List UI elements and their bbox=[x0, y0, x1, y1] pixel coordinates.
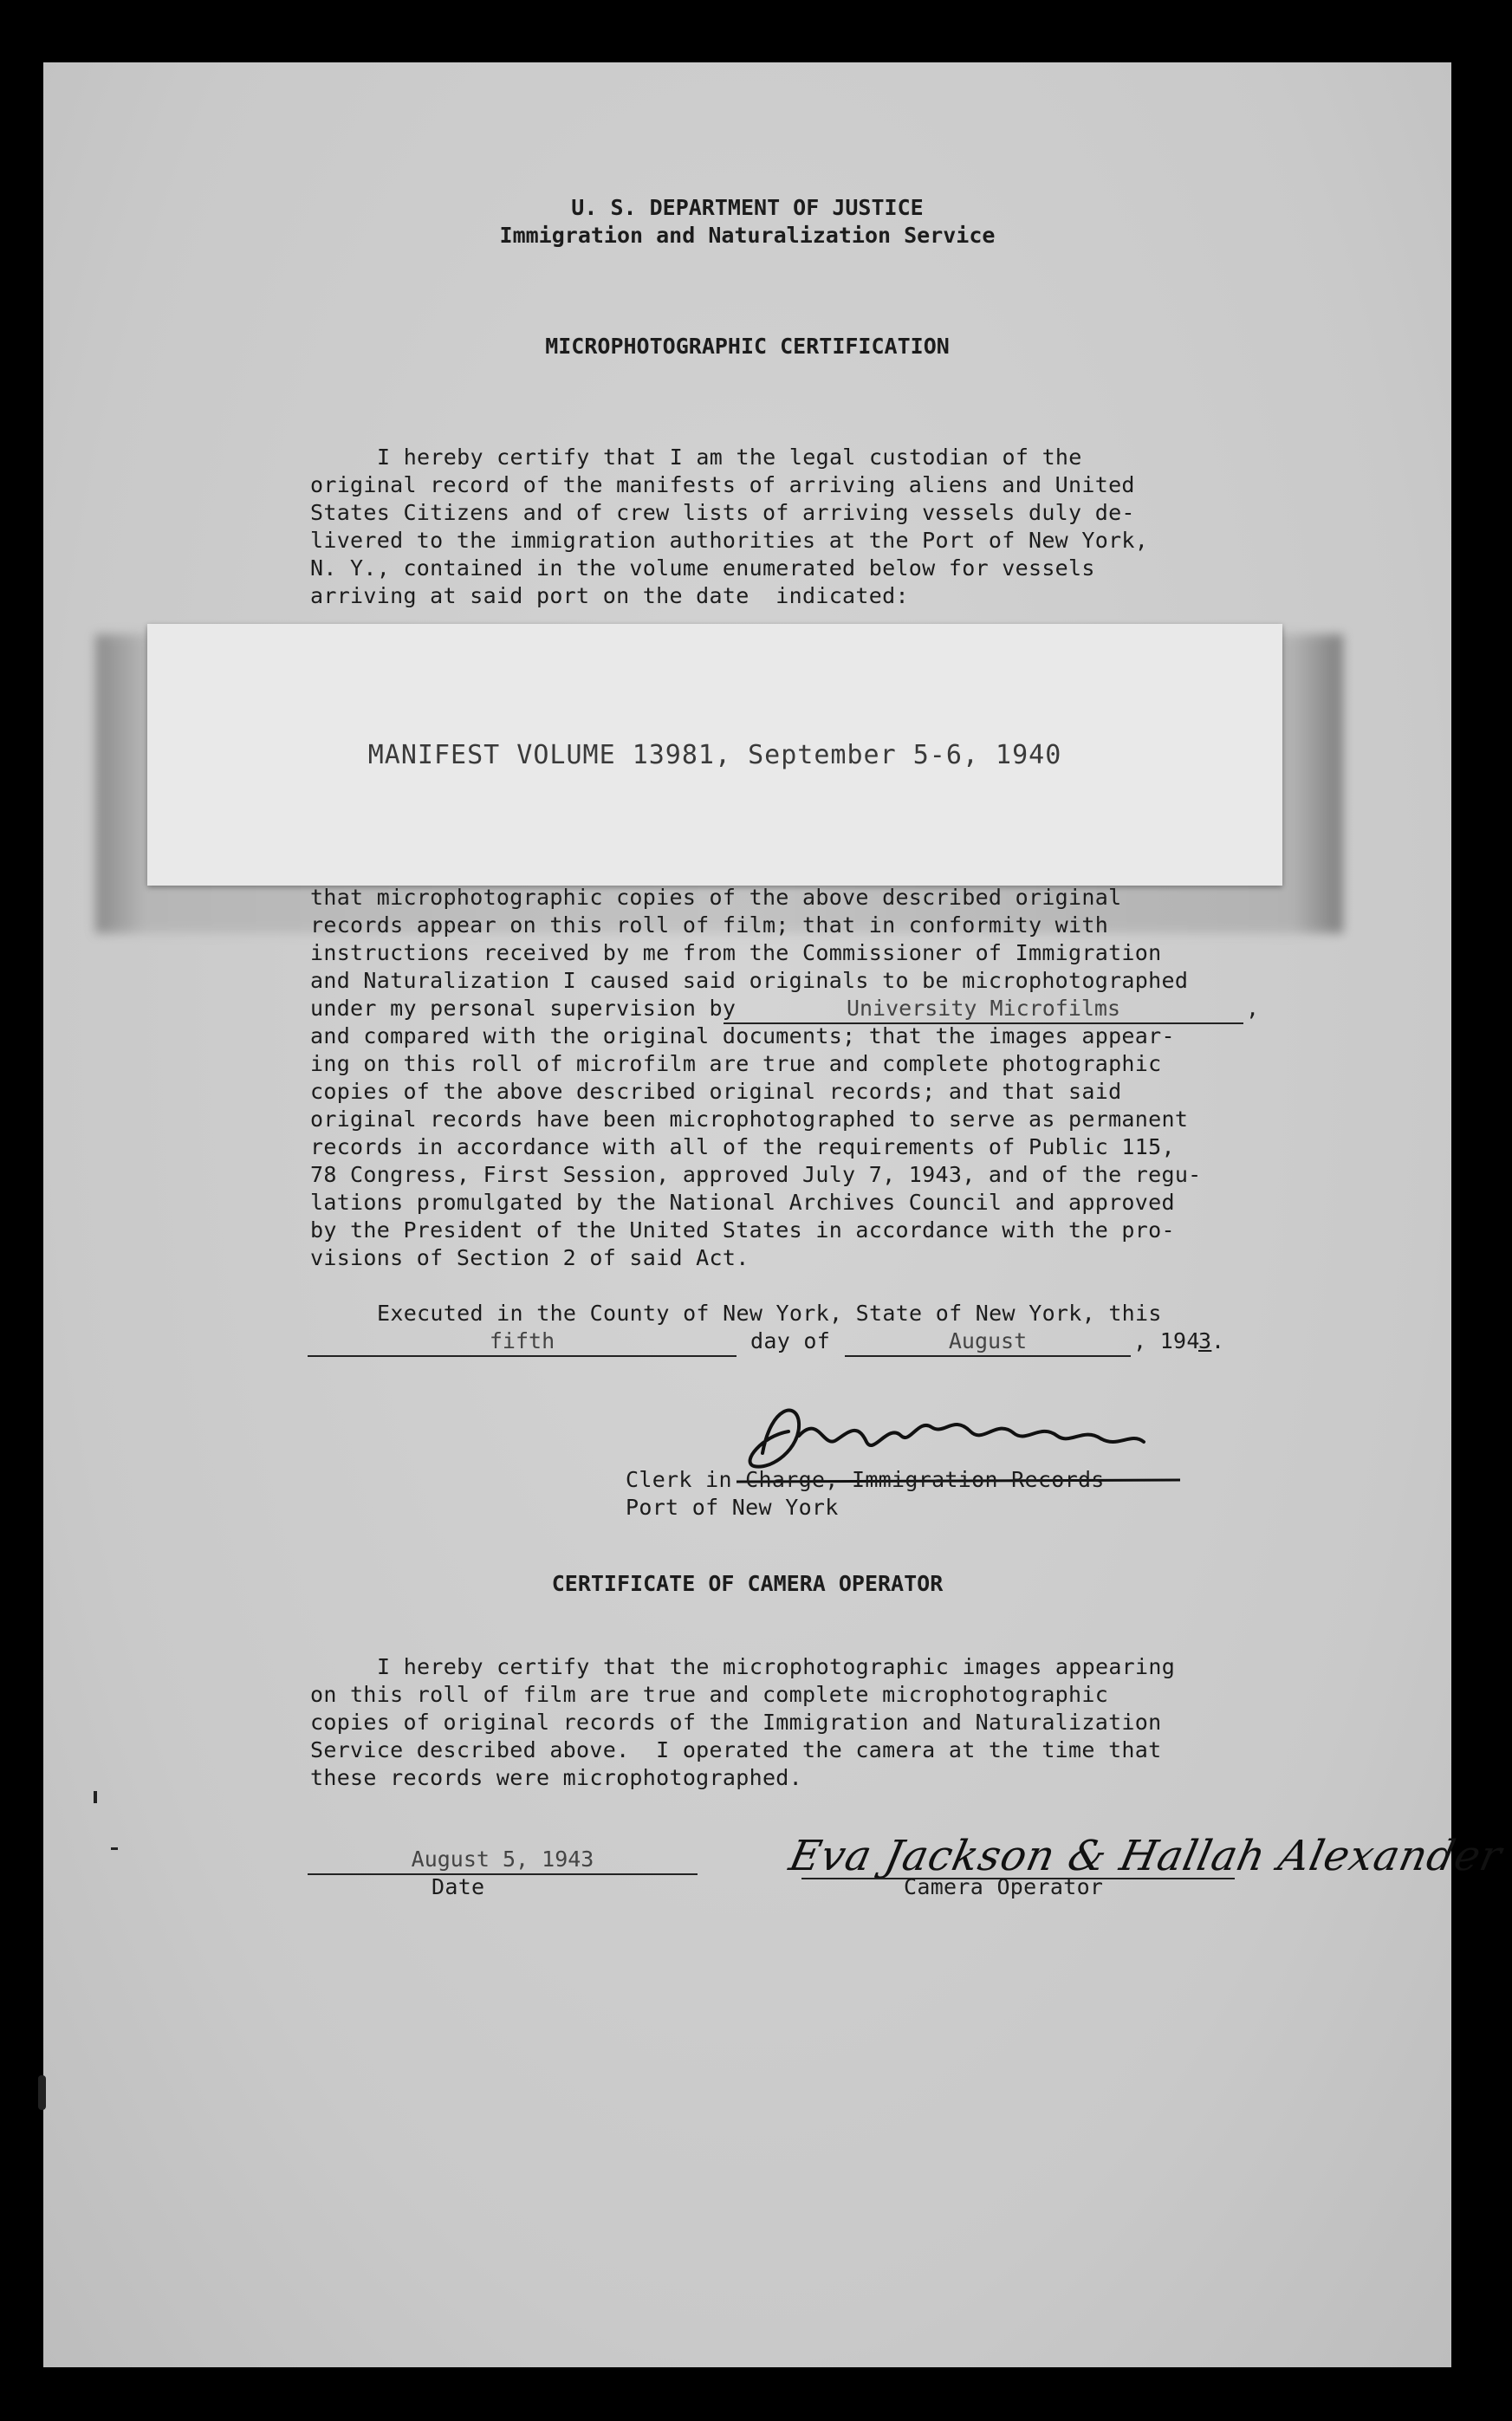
camera-certificate-title: CERTIFICATE OF CAMERA OPERATOR bbox=[551, 1571, 944, 1596]
intro-line-6: arriving at said port on the date indicated: bbox=[310, 583, 909, 608]
camera-line-3: copies of original records of the Immigration and Naturalization bbox=[310, 1710, 1162, 1735]
year-prefix: , 194 bbox=[1133, 1328, 1200, 1353]
body-line-14: visions of Section 2 of said Act. bbox=[310, 1245, 750, 1270]
manifest-volume-slip bbox=[147, 624, 1282, 886]
year-period: . bbox=[1211, 1328, 1225, 1353]
body-line-9: original records have been microphotographed to serve as permanent bbox=[310, 1107, 1189, 1132]
supervisor-fill: University Microfilms bbox=[724, 995, 1243, 1024]
body-line-7: ing on this roll of microfilm are true and complete photographic bbox=[310, 1051, 1162, 1076]
body-line-13: by the President of the United States in accordance with the pro- bbox=[310, 1217, 1175, 1243]
year-suffix: 3 bbox=[1198, 1328, 1212, 1353]
intro-line-2: original record of the manifests of arriving aliens and United bbox=[310, 472, 1135, 497]
margin-mark bbox=[94, 1791, 97, 1803]
operator-signature: Eva Jackson & Hallah Alexander bbox=[785, 1832, 1507, 1880]
intro-line-4: livered to the immigration authorities at the Port of New York, bbox=[310, 528, 1149, 553]
body-line-6: and compared with the original documents; that the images appear- bbox=[310, 1023, 1175, 1048]
body-line-4: and Naturalization I caused said originals to be microphotographed bbox=[310, 968, 1189, 993]
body-line-8: copies of the above described original records; and that said bbox=[310, 1079, 1122, 1104]
operator-label: Camera Operator bbox=[904, 1874, 1104, 1899]
body-line-10: records in accordance with all of the requirements of Public 115, bbox=[310, 1134, 1175, 1159]
body-line-12: lations promulgated by the National Archives Council and approved bbox=[310, 1190, 1175, 1215]
manifest-volume-text: MANIFEST VOLUME 13981, September 5-6, 1940 bbox=[367, 739, 1062, 770]
film-edge-mark bbox=[38, 2075, 46, 2110]
day-fill: fifth bbox=[308, 1327, 737, 1357]
day-of-label: day of bbox=[750, 1328, 831, 1353]
clerk-port: Port of New York bbox=[626, 1495, 839, 1520]
intro-line-3: States Citizens and of crew lists of arriving vessels duly de- bbox=[310, 500, 1135, 525]
month-fill: August bbox=[845, 1327, 1131, 1357]
body-line-3: instructions received by me from the Commissioner of Immigration bbox=[310, 940, 1162, 965]
agency-heading: U. S. DEPARTMENT OF JUSTICE bbox=[571, 195, 924, 220]
body-line-1: that microphotographic copies of the above described original bbox=[310, 885, 1122, 910]
camera-line-1: I hereby certify that the microphotographic images appearing bbox=[377, 1654, 1176, 1679]
certification-title: MICROPHOTOGRAPHIC CERTIFICATION bbox=[545, 334, 950, 359]
clerk-title: Clerk in Charge, Immigration Records bbox=[626, 1467, 1105, 1492]
supervisor-comma: , bbox=[1246, 996, 1260, 1021]
camera-line-4: Service described above. I operated the camera at the time that bbox=[310, 1737, 1162, 1762]
camera-line-5: these records were microphotographed. bbox=[310, 1765, 802, 1790]
body-line-11: 78 Congress, First Session, approved July 7, 1943, and of the regu- bbox=[310, 1162, 1202, 1187]
date-label: Date bbox=[432, 1874, 485, 1899]
intro-line-5: N. Y., contained in the volume enumerated below for vessels bbox=[310, 555, 1095, 581]
date-fill: August 5, 1943 bbox=[308, 1846, 698, 1875]
service-heading: Immigration and Naturalization Service bbox=[499, 223, 996, 248]
body-line-2: records appear on this roll of film; that in conformity with bbox=[310, 912, 1109, 938]
camera-line-2: on this roll of film are true and complete microphotographic bbox=[310, 1682, 1109, 1707]
intro-line-1: I hereby certify that I am the legal custodian of the bbox=[377, 445, 1082, 470]
body-line-5: under my personal supervision by bbox=[310, 996, 737, 1021]
executed-line: Executed in the County of New York, State of New York, this bbox=[377, 1301, 1162, 1326]
document-page bbox=[43, 62, 1507, 2367]
margin-mark bbox=[111, 1847, 118, 1850]
